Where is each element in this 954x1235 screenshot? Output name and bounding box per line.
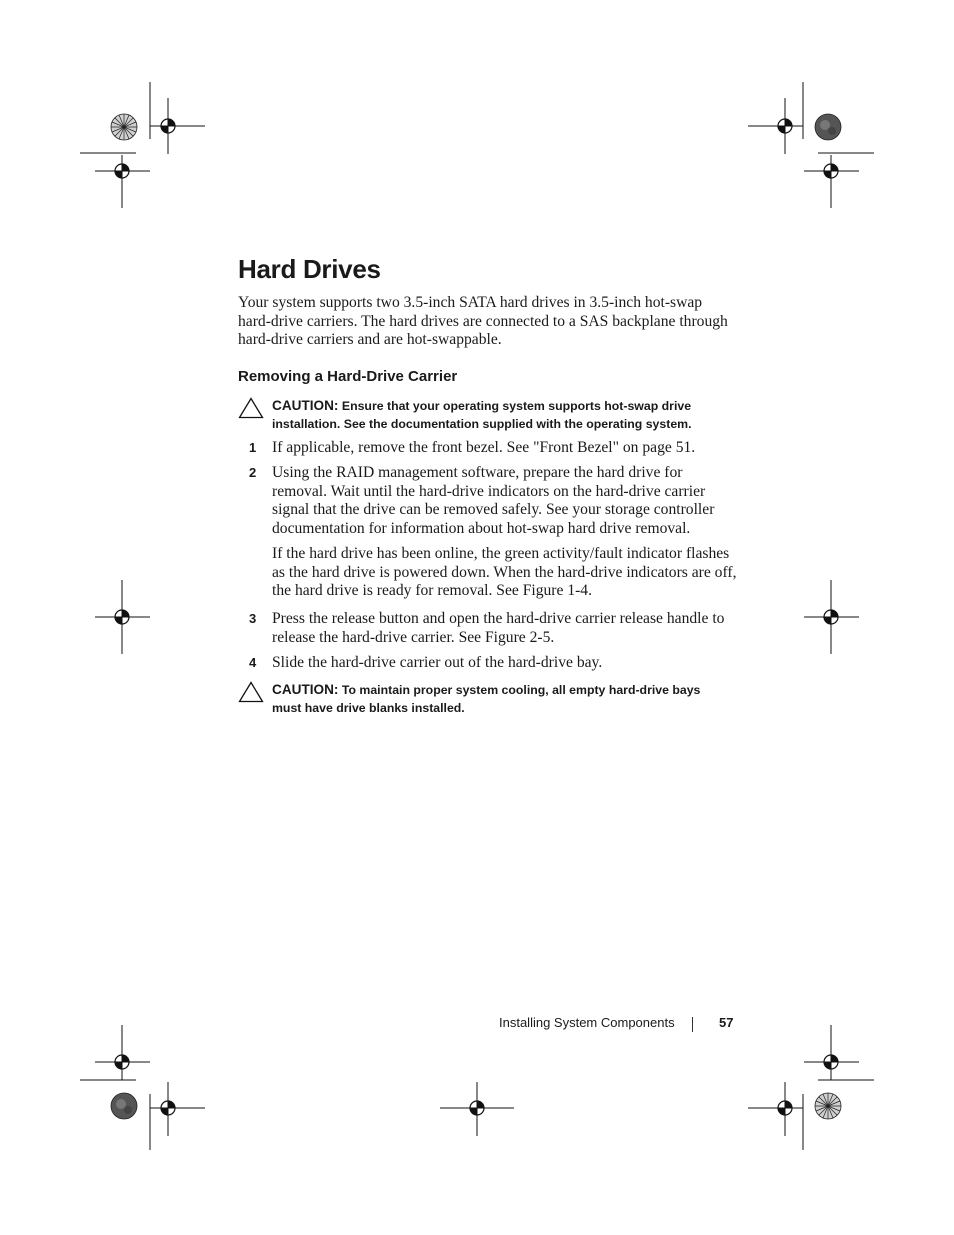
section-heading: Removing a Hard-Drive Carrier (238, 368, 458, 385)
caution-note (238, 681, 708, 717)
caution-triangle-icon (238, 681, 264, 703)
footer-section-title: Installing System Components (499, 1015, 675, 1030)
caution-label: CAUTION: (272, 682, 339, 697)
list-item (238, 464, 738, 538)
step-number: 3 (249, 611, 257, 626)
footer-divider (692, 1017, 693, 1032)
caution-text: To maintain proper system cooling, all empty hard-drive bays must have drive blanks installed. (272, 683, 701, 715)
step-number: 2 (249, 465, 257, 480)
step-text: Press the release button and open the hard-drive carrier release handle to release the hard-drive carrier. See Figure 2-5. (272, 610, 725, 646)
step-number: 4 (249, 655, 257, 670)
step-note: If the hard drive has been online, the green activity/fault indicator flashes as the hard drive is powered down. When the hard-drive indicators are off, the hard drive is ready for removal. See Figure 1-4. (272, 545, 737, 600)
step-number: 1 (249, 440, 257, 455)
caution-note (238, 397, 708, 433)
step-text: If applicable, remove the front bezel. See "Front Bezel" on page 51. (272, 439, 696, 456)
caution-triangle-icon (238, 397, 264, 419)
list-item (238, 654, 738, 673)
caution-text: Ensure that your operating system supports hot-swap drive installation. See the documentation supplied with the operating system. (272, 399, 692, 431)
list-item (238, 610, 738, 647)
page-number: 57 (719, 1015, 734, 1030)
list-item (238, 439, 738, 458)
intro-paragraph: Your system supports two 3.5-inch SATA hard drives in 3.5-inch hot-swap hard-drive carriers. The hard drives are connected to a SAS backplane through hard-drive carriers and are hot-swappable. (238, 294, 728, 349)
step-text: Using the RAID management software, prepare the hard drive for removal. Wait until the hard-drive indicators on the hard-drive carrier signal that the drive can be removed safely. See your storage controller documentation for information about hot-swap hard drive removal. (272, 464, 715, 537)
step-text: Slide the hard-drive carrier out of the hard-drive bay. (272, 654, 603, 671)
page-title: Hard Drives (238, 254, 381, 284)
caution-label: CAUTION: (272, 398, 339, 413)
